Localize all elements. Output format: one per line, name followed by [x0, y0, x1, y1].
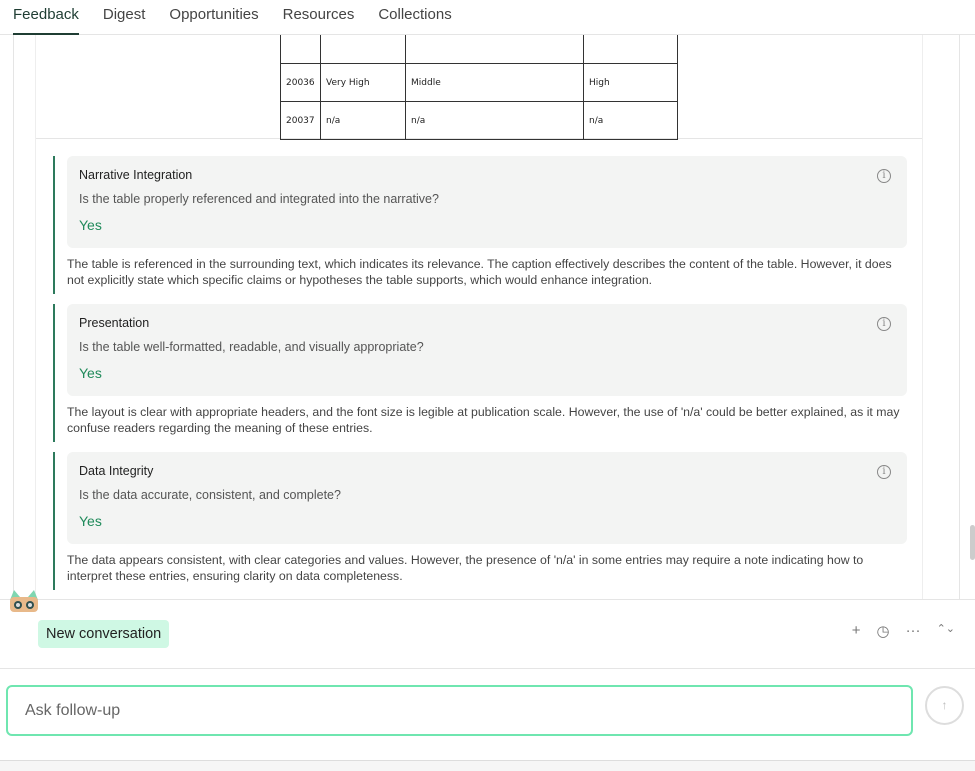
plus-icon[interactable]: +: [851, 622, 861, 639]
chat-toolbar: [852, 622, 955, 640]
data-table: [280, 35, 678, 140]
scrollbar-thumb[interactable]: [970, 525, 975, 560]
criterion-title: Presentation: [79, 316, 150, 330]
cell: n/a: [584, 102, 678, 140]
criterion-explanation: The layout is clear with appropriate headers, and the font size is legible at publication scale. However, the use of 'n/a' could be better explained, as it may confuse readers regarding the meaning of these entries.: [67, 405, 900, 435]
tab-digest[interactable]: Digest: [102, 6, 146, 23]
info-icon[interactable]: i: [877, 465, 891, 479]
criterion-title: Narrative Integration: [79, 168, 193, 182]
tab-feedback[interactable]: Feedback: [13, 0, 79, 35]
cell: Middle: [406, 64, 584, 102]
criterion-answer: Yes: [79, 513, 102, 529]
criterion-explanation: The table is referenced in the surrounding text, which indicates its relevance. The caption effectively describes the content of the table. However, it does not explicitly state which specific claims or hypotheses the table supports, which would enhance integration.: [67, 257, 892, 287]
criterion-data-integrity: [53, 452, 907, 590]
mascot-avatar-icon: [8, 588, 40, 612]
cell: Very High: [321, 64, 406, 102]
new-conversation-chip[interactable]: New conversation: [38, 620, 169, 648]
tab-resources[interactable]: Resources: [282, 6, 355, 23]
send-button[interactable]: ↑: [925, 686, 964, 725]
cell: High: [584, 64, 678, 102]
criterion-answer: Yes: [79, 365, 102, 381]
criterion-explanation: The data appears consistent, with clear categories and values. However, the presence of 'n/a' in some entries may require a note indicating how to interpret these entries, ensuring clarity on data completeness.: [67, 553, 864, 583]
criterion-title: Data Integrity: [79, 464, 154, 478]
cell: n/a: [321, 102, 406, 140]
follow-up-input[interactable]: Ask follow-up: [6, 685, 913, 736]
cell: 20037: [281, 102, 321, 140]
feedback-panel: [13, 35, 960, 599]
table-preview: [36, 35, 922, 139]
criterion-question: Is the table well-formatted, readable, and visually appropriate?: [79, 340, 424, 354]
criterion-narrative-integration: [53, 156, 907, 294]
tab-opportunities[interactable]: Opportunities: [169, 6, 259, 23]
tab-bar: [0, 0, 975, 35]
feedback-card: [35, 35, 923, 599]
table-row: [281, 64, 678, 102]
info-icon[interactable]: i: [877, 169, 891, 183]
info-icon[interactable]: i: [877, 317, 891, 331]
history-icon[interactable]: ◷: [876, 623, 890, 640]
tab-collections[interactable]: Collections: [378, 6, 452, 23]
cell: n/a: [406, 102, 584, 140]
criterion-answer: Yes: [79, 217, 102, 233]
criterion-question: Is the table properly referenced and integrated into the narrative?: [79, 192, 439, 206]
criterion-question: Is the data accurate, consistent, and complete?: [79, 488, 341, 502]
more-icon[interactable]: ···: [905, 622, 921, 639]
table-row: [281, 102, 678, 140]
cell: 20036: [281, 64, 321, 102]
expand-collapse-icon[interactable]: ⌃⌄: [936, 623, 955, 635]
criterion-presentation: [53, 304, 907, 442]
